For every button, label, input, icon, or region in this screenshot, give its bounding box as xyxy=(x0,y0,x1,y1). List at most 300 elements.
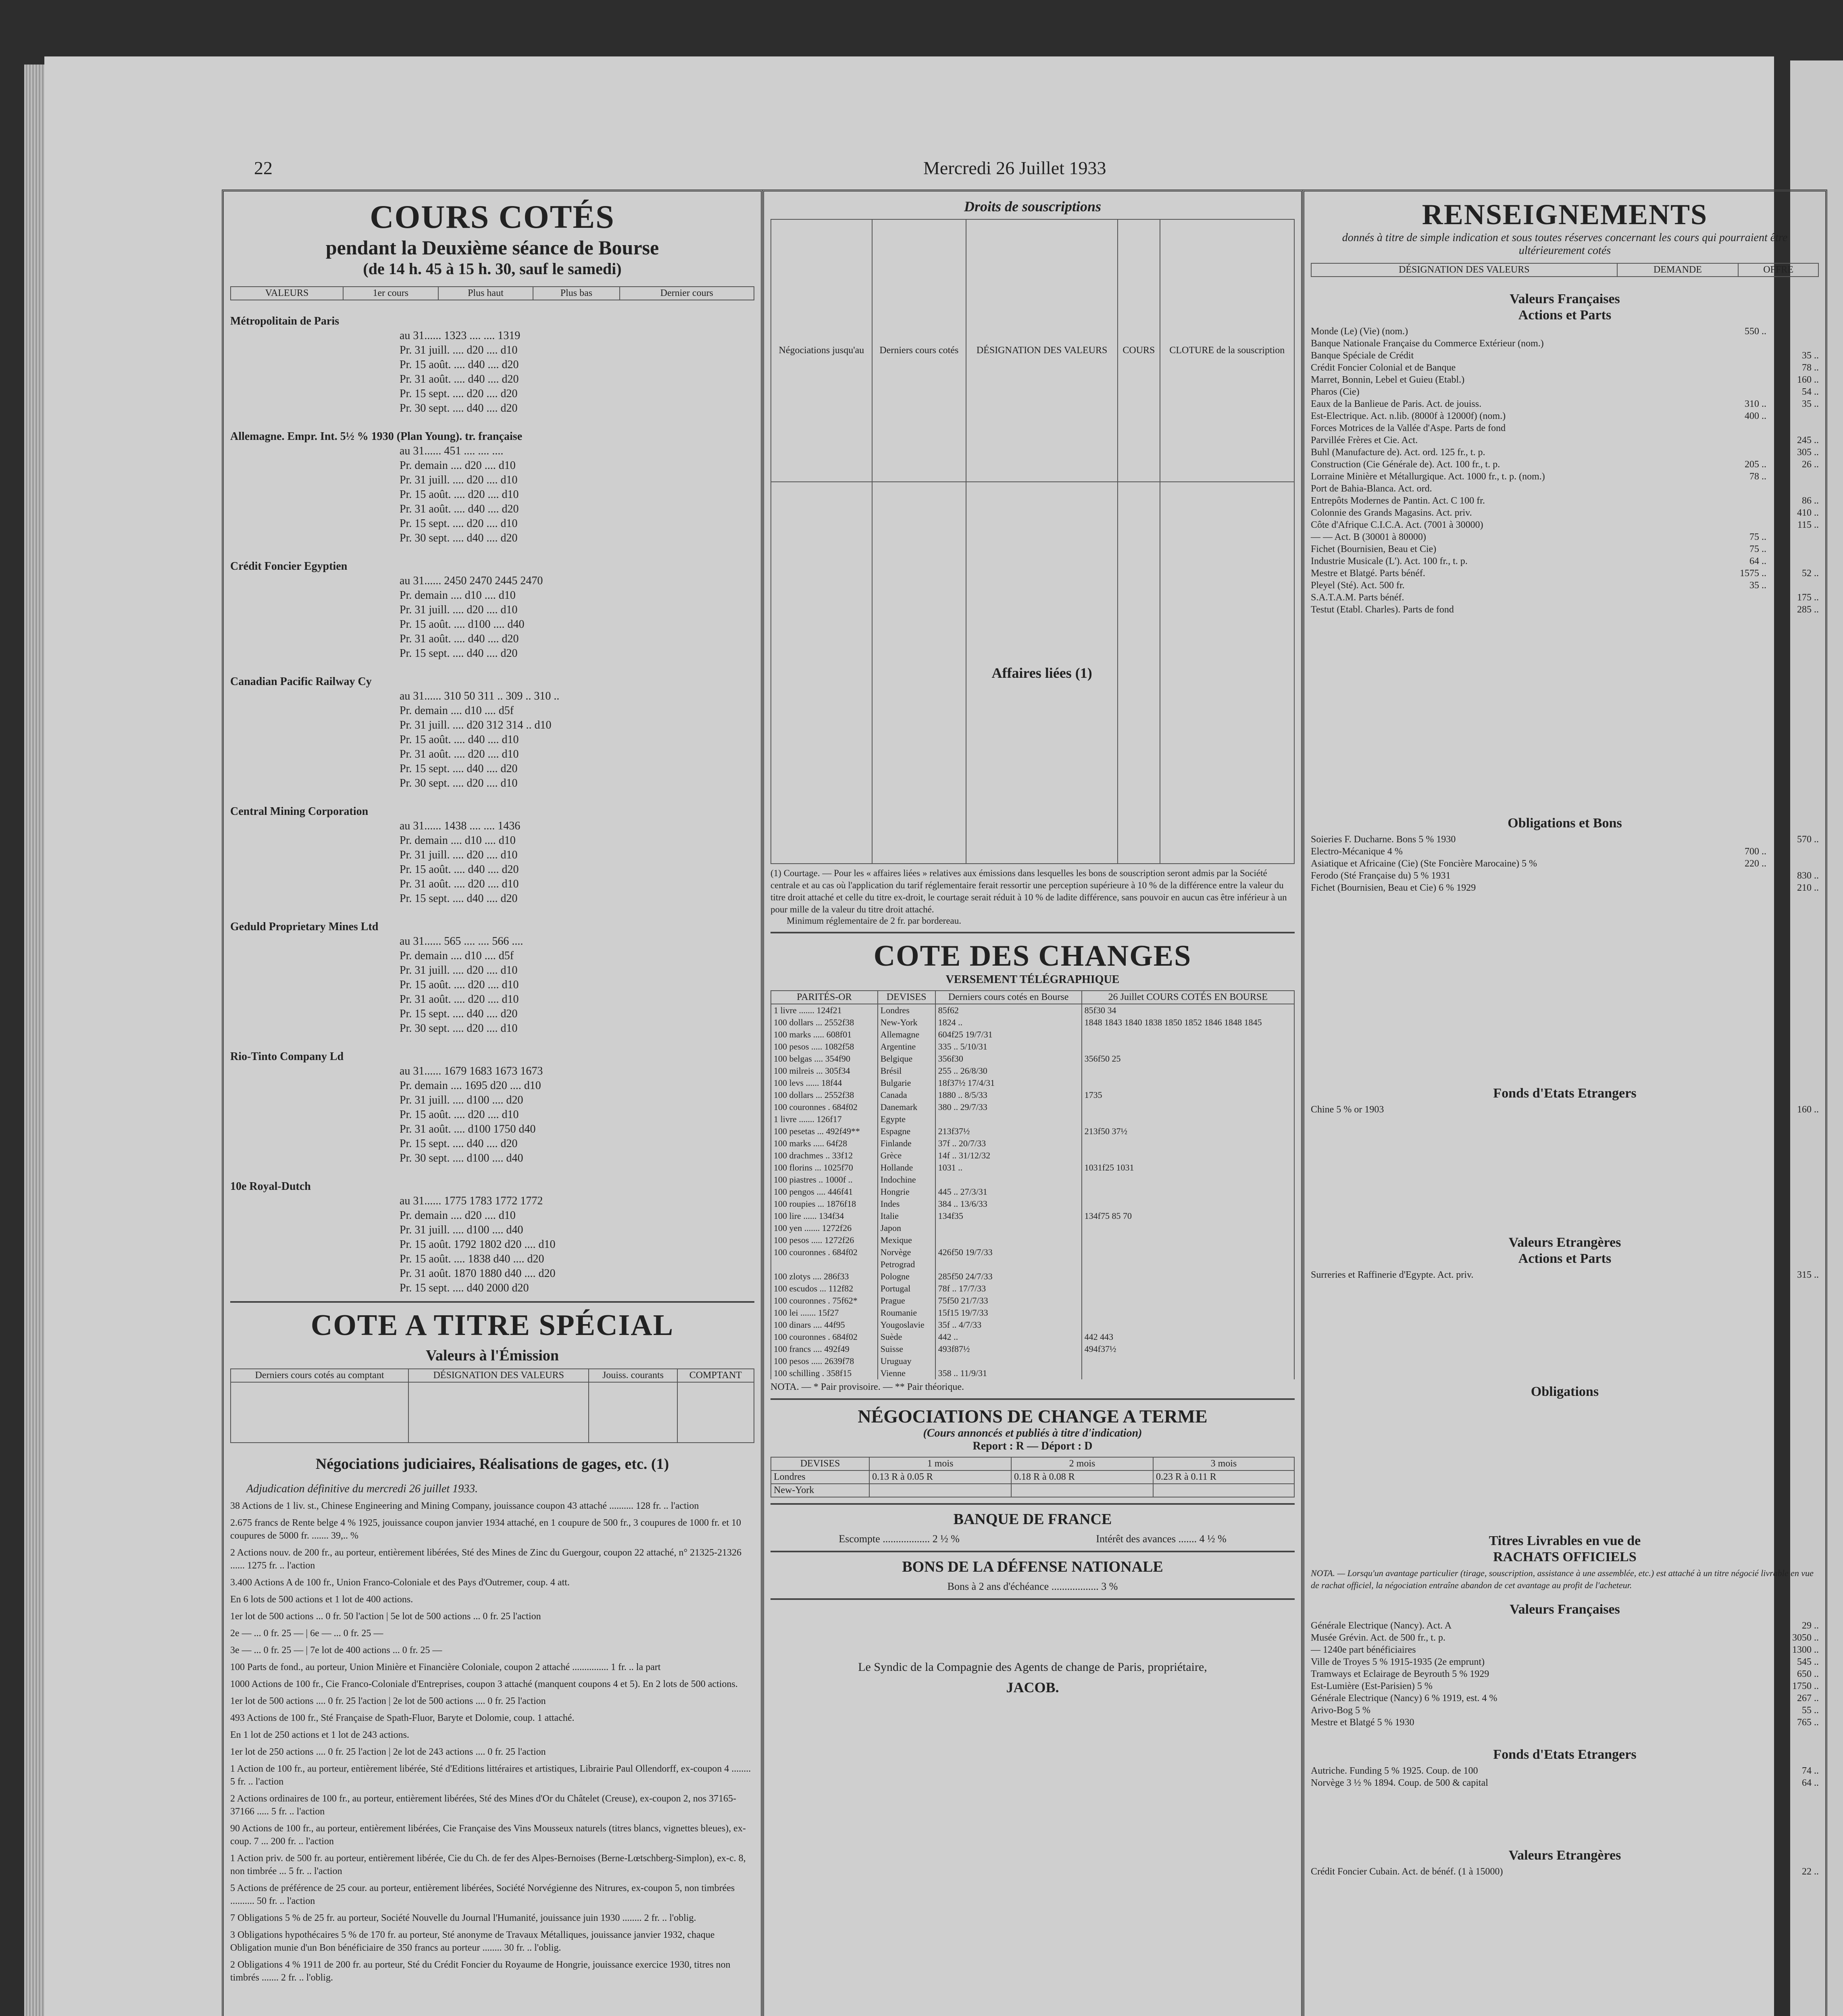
renseignement-row-cell xyxy=(1766,422,1819,434)
changes-cell: 100 roupies ... 1876f18 xyxy=(771,1198,878,1210)
changes-cell xyxy=(1082,1077,1294,1089)
changes-cell: 100 levs ...... 18f44 xyxy=(771,1077,878,1089)
terme-cell: 0.23 R à 0.11 R xyxy=(1153,1470,1294,1484)
negociation-line: 2 Actions ordinaires de 100 fr., au porteur, entièrement libérées, Sté des Mines d'Or du Châtelet (Creuse), ex-coupon 2, nos 37165-37166 ..... 5 fr. .. l'action xyxy=(230,1793,737,1817)
renseignement-row-cell xyxy=(1766,471,1819,483)
cours-row: au 31...... 1679 1683 1673 1673 xyxy=(400,1065,543,1077)
titre-special-sub: Valeurs à l'Émission xyxy=(425,1347,559,1364)
renseignement-row-cell: Colonnie des Grands Magasins. Act. priv. xyxy=(1311,508,1472,518)
changes-header: DEVISES xyxy=(878,991,935,1004)
cours-group-name: 10e Royal-Dutch xyxy=(230,1180,311,1193)
changes-cell: 100 couronnes . 75f62* xyxy=(771,1295,878,1307)
changes-cell: 100 escudos ... 112f82 xyxy=(771,1283,878,1295)
changes-cell: Norvège xyxy=(878,1246,935,1258)
changes-cell: 285f50 24/7/33 xyxy=(935,1270,1082,1283)
syndic-line: Le Syndic de la Compagnie des Agents de change de Paris, propriétaire, xyxy=(858,1660,1207,1674)
rachat-row xyxy=(1311,1668,1819,1680)
changes-cell xyxy=(771,1258,878,1270)
section-heading: Valeurs Françaises xyxy=(1510,292,1620,306)
cours-group-name: Crédit Foncier Egyptien xyxy=(230,560,348,573)
obligation-row-cell: 210 .. xyxy=(1797,883,1819,893)
cours-row: Pr. 15 sept. .... d40 .... d20 xyxy=(400,1137,518,1150)
renseignement-row-cell: Port de Bahia-Blanca. Act. ord. xyxy=(1311,483,1432,494)
changes-cell: 100 pengos .... 446f41 xyxy=(771,1186,878,1198)
changes-cell: Japon xyxy=(878,1222,935,1234)
renseignement-row-cell xyxy=(1766,410,1819,422)
rachat-row xyxy=(1311,1656,1819,1668)
changes-cell xyxy=(1082,1101,1294,1113)
changes-cell: 100 belgas .... 354f90 xyxy=(771,1053,878,1065)
changes-cell: Suède xyxy=(878,1331,935,1343)
rachat-row-cell: 267 .. xyxy=(1797,1693,1819,1704)
changes-cell: 35f .. 4/7/33 xyxy=(935,1319,1082,1331)
rachat-row xyxy=(1311,1680,1819,1692)
renseignement-row-cell: Forces Motrices de la Vallée d'Aspe. Parts de fond xyxy=(1311,423,1506,433)
changes-row xyxy=(771,1065,1294,1077)
cours-row: Pr. 31 août. .... d20 .... d10 xyxy=(400,748,519,760)
changes-cell: Pologne xyxy=(878,1270,935,1283)
cours-row: Pr. 15 sept. .... d40 2000 d20 xyxy=(400,1282,529,1294)
changes-cell: New-York xyxy=(878,1016,935,1029)
rachats-note: NOTA. — Lorsqu'un avantage particulier (tirage, souscription, assistance à une assemblée, etc.) est attaché à un titre négocié livrable en vue de rachat officiel, la négociation entraîne abandon de cet avantage au profit de l'acheteur. xyxy=(1311,1568,1814,1590)
cours-row: Pr. 31 juill. .... d20 .... d10 xyxy=(400,474,518,486)
renseignements-list xyxy=(1311,293,1819,1878)
titre-special-table xyxy=(230,1368,754,1443)
renseignement-row-cell: 115 .. xyxy=(1797,520,1819,530)
changes-cell: 100 dinars .... 44f95 xyxy=(771,1319,878,1331)
renseignement-row xyxy=(1311,325,1819,337)
negociation-line: 2 Obligations 4 % 1911 de 200 fr. au porteur, Sté du Crédit Foncier du Royaume de Hongrie, jouissance exercice 1930, titres non timbrés ....... 2 fr. .. l'oblig. xyxy=(230,1960,731,1983)
changes-cell: 100 couronnes . 684f02 xyxy=(771,1331,878,1343)
changes-cell: Espagne xyxy=(878,1125,935,1137)
renseignement-row-cell: Industrie Musicale (L'). Act. 100 fr., t. p. xyxy=(1311,556,1468,566)
fonds-row-cell xyxy=(1714,1104,1766,1116)
droits-table xyxy=(771,219,1295,864)
renseignement-row-cell: 310 .. xyxy=(1745,399,1766,409)
changes-cell: Mexique xyxy=(878,1234,935,1246)
changes-row xyxy=(771,1186,1294,1198)
renseignement-row-cell: Entrepôts Modernes de Pantin. Act. C 100 fr. xyxy=(1311,496,1485,506)
cours-row: Pr. 31 août. 1870 1880 d40 .... d20 xyxy=(400,1267,556,1280)
cours-row: Pr. demain .... d10 .... d10 xyxy=(400,589,516,602)
changes-header: 26 Juillet COURS COTÉS EN BOURSE xyxy=(1082,991,1294,1004)
negociation-line: 7 Obligations 5 % de 25 fr. au porteur, Société Nouvelle du Journal l'Humanité, jouissance juin 1930 ........ 2 fr. .. l'oblig. xyxy=(230,1913,696,1923)
changes-row xyxy=(771,1029,1294,1041)
section-heading: Valeurs Etrangères xyxy=(1508,1235,1621,1250)
section-heading: Valeurs Etrangères xyxy=(1508,1848,1621,1863)
renseignement-row-cell xyxy=(1714,434,1766,446)
terme-header: 2 mois xyxy=(1011,1457,1153,1470)
changes-cell: 78f .. 17/7/33 xyxy=(935,1283,1082,1295)
changes-cell xyxy=(935,1355,1082,1367)
terme-row xyxy=(771,1470,1294,1484)
renseignement-row xyxy=(1311,374,1819,386)
cours-row: Pr. demain .... d20 .... d10 xyxy=(400,459,516,472)
renseignement-row xyxy=(1311,483,1819,495)
rachat-fonds-row-cell: Autriche. Funding 5 % 1925. Coup. de 100 xyxy=(1311,1766,1478,1776)
section-heading: Actions et Parts xyxy=(1518,1251,1612,1266)
renseignement-row-cell: — — Act. B (30001 à 80000) xyxy=(1311,532,1426,542)
negociations-title: Négociations judiciaires, Réalisations de gages, etc. (1) xyxy=(315,1456,669,1472)
changes-cell: 445 .. 27/3/31 xyxy=(935,1186,1082,1198)
changes-row xyxy=(771,1367,1294,1379)
cours-row: Pr. 15 août. .... d20 .... d10 xyxy=(400,488,519,501)
changes-row xyxy=(771,1113,1294,1125)
section-heading: Valeurs Françaises xyxy=(1510,1602,1620,1617)
rachat-row-cell: Générale Electrique (Nancy) 6 % 1919, est. 4 % xyxy=(1311,1693,1497,1704)
changes-row xyxy=(771,1053,1294,1065)
changes-cell: Grèce xyxy=(878,1150,935,1162)
changes-cell: Portugal xyxy=(878,1283,935,1295)
negociation-line: 1er lot de 250 actions .... 0 fr. 25 l'action | 2e lot de 243 actions .... 0 fr. 25 l'action xyxy=(230,1747,546,1757)
renseignement-row xyxy=(1311,337,1819,350)
rachat-row-cell: — 1240e part bénéficiaires xyxy=(1311,1645,1416,1655)
rachat-row-cell: 650 .. xyxy=(1797,1669,1819,1679)
cours-row: Pr. 15 sept. .... d40 .... d20 xyxy=(400,1008,518,1020)
renseignements-header: OFFRE xyxy=(1738,263,1818,277)
cours-row: Pr. 15 sept. .... d40 .... d20 xyxy=(400,647,518,660)
obligation-row xyxy=(1311,858,1819,870)
obligation-row xyxy=(1311,846,1819,858)
changes-row xyxy=(771,1210,1294,1222)
changes-cell xyxy=(935,1113,1082,1125)
negociation-line: 1000 Actions de 100 fr., Cie Franco-Coloniale d'Entreprises, coupon 3 attaché (manquent coupons 4 et 5). En 2 lots de 500 actions. xyxy=(230,1679,738,1689)
renseignement-row-cell: 64 .. xyxy=(1749,556,1766,566)
changes-cell: 134f35 xyxy=(935,1210,1082,1222)
renseignement-row-cell xyxy=(1714,495,1766,507)
renseignement-row-cell: Construction (Cie Générale de). Act. 100 fr., t. p. xyxy=(1311,459,1500,470)
droits-header: COURS xyxy=(1118,219,1160,482)
renseignement-row-cell xyxy=(1766,555,1819,567)
terme-legend: Report : R — Déport : D xyxy=(973,1440,1093,1452)
cours-group-name: Central Mining Corporation xyxy=(230,805,369,818)
changes-cell xyxy=(1082,1113,1294,1125)
section-heading: Actions et Parts xyxy=(1518,308,1612,323)
negociation-line: 3.400 Actions A de 100 fr., Union Franco-Coloniale et des Pays d'Outremer, coup. 4 att. xyxy=(230,1577,570,1588)
terme-sub: (Cours annoncés et publiés à titre d'indication) xyxy=(923,1427,1142,1439)
cours-header: Plus bas xyxy=(533,287,619,300)
changes-cell: 493f87½ xyxy=(935,1343,1082,1355)
changes-cell: Bulgarie xyxy=(878,1077,935,1089)
renseignement-row-cell: Monde (Le) (Vie) (nom.) xyxy=(1311,326,1408,337)
cours-row: au 31...... 310 50 311 .. 309 .. 310 .. xyxy=(400,690,560,702)
obligation-row-cell: Asiatique et Africaine (Cie) (Ste Foncière Marocaine) 5 % xyxy=(1311,858,1537,869)
renseignement-row xyxy=(1311,567,1819,579)
renseignement-row-cell: Est-Electrique. Act. n.lib. (8000f à 12000f) (nom.) xyxy=(1311,411,1506,421)
cours-row: Pr. 31 juill. .... d100 .... d20 xyxy=(400,1094,523,1106)
fonds-row xyxy=(1311,1104,1819,1116)
changes-cell: 100 pesos ..... 1272f26 xyxy=(771,1234,878,1246)
changes-cell: Indochine xyxy=(878,1174,935,1186)
renseignement-row-cell xyxy=(1714,604,1766,616)
changes-cell xyxy=(1082,1137,1294,1150)
changes-cell xyxy=(1082,1174,1294,1186)
cours-row: Pr. 31 juill. .... d20 .... d10 xyxy=(400,849,518,861)
fonds-row-cell: 160 .. xyxy=(1797,1104,1819,1115)
renseignement-row-cell xyxy=(1766,483,1819,495)
renseignement-row-cell xyxy=(1714,337,1766,350)
terme-cell: Londres xyxy=(771,1470,869,1484)
changes-cell: 100 pesos ..... 1082f58 xyxy=(771,1041,878,1053)
changes-cell: 134f75 85 70 xyxy=(1082,1210,1294,1222)
changes-cell: Indes xyxy=(878,1198,935,1210)
obligation-row-cell: Ferodo (Sté Française du) 5 % 1931 xyxy=(1311,871,1451,881)
changes-row xyxy=(771,1307,1294,1319)
renseignement-row-cell xyxy=(1766,337,1819,350)
rachat-row xyxy=(1311,1716,1819,1729)
negociation-line: 1er lot de 500 actions ... 0 fr. 50 l'action | 5e lot de 500 actions ... 0 fr. 25 l'action xyxy=(230,1611,541,1622)
terme-cell: 0.13 R à 0.05 R xyxy=(869,1470,1011,1484)
negociation-line: 493 Actions de 100 fr., Sté Française de Spath-Fluor, Baryte et Dolomie, coup. 1 attaché. xyxy=(230,1713,575,1723)
cours-header: 1er cours xyxy=(343,287,438,300)
droits-header: Négociations jusqu'au xyxy=(771,219,872,482)
changes-cell: 358 .. 11/9/31 xyxy=(935,1367,1082,1379)
cours-row: Pr. 15 août. .... d20 .... d10 xyxy=(400,1108,519,1121)
obligation-row-cell: 700 .. xyxy=(1745,846,1766,857)
changes-row xyxy=(771,1234,1294,1246)
changes-cell: 75f50 21/7/33 xyxy=(935,1295,1082,1307)
cours-row: Pr. demain .... 1695 d20 .... d10 xyxy=(400,1079,541,1092)
cours-row: Pr. 30 sept. .... d40 .... d20 xyxy=(400,532,518,544)
changes-cell: 1 livre ....... 124f21 xyxy=(771,1004,878,1016)
changes-cell: Yougoslavie xyxy=(878,1319,935,1331)
changes-cell: Uruguay xyxy=(878,1355,935,1367)
changes-row xyxy=(771,1174,1294,1186)
renseignement-row-cell: Mestre et Blatgé. Parts bénéf. xyxy=(1311,568,1425,579)
droits-header: Derniers cours cotés xyxy=(872,219,966,482)
changes-cell: 85f30 34 xyxy=(1082,1004,1294,1016)
renseignement-row-cell: 285 .. xyxy=(1797,604,1819,615)
renseignement-row-cell xyxy=(1714,483,1766,495)
negociation-line: 1 Action de 100 fr., au porteur, entièrement libérée, Sté d'Editions littéraires et artistiques, Librairie Paul Ollendorff, ex-coupon 4 ........ 5 fr. .. l'action xyxy=(230,1764,751,1787)
changes-row xyxy=(771,1319,1294,1331)
bons-line: Bons à 2 ans d'échéance .................. 3 % xyxy=(947,1581,1118,1592)
renseignement-row-cell: 78 .. xyxy=(1802,362,1819,373)
renseignement-row-cell: 175 .. xyxy=(1797,592,1819,603)
negociation-line: 3e — ... 0 fr. 25 — | 7e lot de 400 actions ... 0 fr. 25 — xyxy=(230,1645,442,1656)
cours-row: Pr. 31 août. .... d40 .... d20 xyxy=(400,373,519,385)
cours-row: au 31...... 2450 2470 2445 2470 xyxy=(400,575,543,587)
changes-row xyxy=(771,1295,1294,1307)
changes-cell: 494f37½ xyxy=(1082,1343,1294,1355)
negociation-line: 90 Actions de 100 fr., au porteur, entièrement libérées, Cie Française des Vins Mousseux naturels (titres blancs, vignettes bleues), ex-coup. 7 ... 200 fr. .. l'action xyxy=(230,1823,746,1847)
changes-cell xyxy=(1082,1367,1294,1379)
changes-cell: 100 marks ..... 64f28 xyxy=(771,1137,878,1150)
rachat-row-cell: Musée Grévin. Act. de 500 fr., t. p. xyxy=(1311,1633,1445,1643)
changes-cell: 335 .. 5/10/31 xyxy=(935,1041,1082,1053)
section-heading: Fonds d'Etats Etrangers xyxy=(1493,1086,1637,1101)
page-number: 22 xyxy=(254,158,273,178)
renseignements-header: DÉSIGNATION DES VALEURS xyxy=(1311,263,1617,277)
changes-cell xyxy=(1082,1258,1294,1270)
section-heading: Fonds d'Etats Etrangers xyxy=(1493,1747,1637,1762)
obligation-row-cell xyxy=(1714,882,1766,894)
renseignement-row-cell: 26 .. xyxy=(1802,459,1819,470)
renseignement-row-cell: Pleyel (Sté). Act. 500 fr. xyxy=(1311,580,1405,591)
negociation-line: 38 Actions de 1 liv. st., Chinese Engineering and Mining Company, jouissance coupon 43 attaché .......... 128 fr. .. l'action xyxy=(230,1501,699,1511)
syndic-name: JACOB. xyxy=(1006,1679,1059,1695)
etrangere-row-cell xyxy=(1714,1269,1766,1281)
renseignement-row-cell: 35 .. xyxy=(1802,350,1819,361)
cours-row: Pr. 31 août. .... d100 1750 d40 xyxy=(400,1123,536,1135)
terme-cell xyxy=(1011,1484,1153,1497)
cours-row: Pr. 31 août. .... d20 .... d10 xyxy=(400,993,519,1006)
changes-cell xyxy=(935,1174,1082,1186)
changes-cell: Petrograd xyxy=(878,1258,935,1270)
rachat-row xyxy=(1311,1704,1819,1716)
renseignement-row-cell xyxy=(1766,325,1819,337)
droits-minimum: Minimum réglementaire de 2 fr. par bordereau. xyxy=(787,916,962,926)
changes-cell: 100 florins ... 1025f70 xyxy=(771,1162,878,1174)
renseignements-header: DEMANDE xyxy=(1617,263,1738,277)
changes-cell: Danemark xyxy=(878,1101,935,1113)
renseignement-row xyxy=(1311,555,1819,567)
cours-row: Pr. demain .... d10 .... d10 xyxy=(400,834,516,847)
affaires-liees: Affaires liées (1) xyxy=(991,664,1092,681)
renseignement-row xyxy=(1311,422,1819,434)
changes-cell: Italie xyxy=(878,1210,935,1222)
rachat-fonds-row-cell: 64 .. xyxy=(1802,1778,1819,1788)
changes-row xyxy=(771,1331,1294,1343)
changes-cell: 384 .. 13/6/33 xyxy=(935,1198,1082,1210)
cours-row: Pr. demain .... d10 .... d5f xyxy=(400,704,514,717)
terme-table xyxy=(771,1457,1295,1497)
obligation-row-cell xyxy=(1766,858,1819,870)
changes-row xyxy=(771,1162,1294,1174)
section-heading: Titres Livrables en vue de xyxy=(1489,1533,1641,1548)
cours-row: Pr. 31 août. .... d40 .... d20 xyxy=(400,633,519,645)
cours-row: au 31...... 1438 .... .... 1436 xyxy=(400,820,521,832)
changes-cell: 356f50 25 xyxy=(1082,1053,1294,1065)
changes-cell xyxy=(1082,1029,1294,1041)
changes-cell: Allemagne xyxy=(878,1029,935,1041)
cours-table-header xyxy=(230,286,754,300)
renseignement-row-cell: S.A.T.A.M. Parts bénéf. xyxy=(1311,592,1404,603)
negociation-line: 1 Action priv. de 500 fr. au porteur, entièrement libérée, Cie du Ch. de fer des Alpes-Bernoises (Berne-Lœtschberg-Simplon), ex-c. 8, non timbrée ... 5 fr. .. l'action xyxy=(230,1853,746,1876)
changes-cell: Prague xyxy=(878,1295,935,1307)
changes-cell xyxy=(1082,1355,1294,1367)
titre-special-header: Jouiss. courants xyxy=(589,1369,677,1382)
changes-row xyxy=(771,1222,1294,1234)
changes-header: Derniers cours cotés en Bourse xyxy=(935,991,1082,1004)
negociation-line: 1er lot de 500 actions .... 0 fr. 25 l'action | 2e lot de 500 actions .... 0 fr. 25 l'action xyxy=(230,1696,546,1706)
renseignement-row xyxy=(1311,350,1819,362)
section-heading: RACHATS OFFICIELS xyxy=(1493,1549,1637,1564)
changes-row xyxy=(771,1089,1294,1101)
changes-row xyxy=(771,1198,1294,1210)
droits-header: DÉSIGNATION DES VALEURS xyxy=(966,219,1118,482)
renseignement-row xyxy=(1311,507,1819,519)
changes-cell: 1848 1843 1840 1838 1850 1852 1846 1848 1845 xyxy=(1082,1016,1294,1029)
renseignement-row xyxy=(1311,531,1819,543)
changes-row xyxy=(771,1355,1294,1367)
cours-row: Pr. 30 sept. .... d100 .... d40 xyxy=(400,1152,523,1164)
renseignement-row-cell: 52 .. xyxy=(1802,568,1819,579)
changes-cell: Roumanie xyxy=(878,1307,935,1319)
changes-cell: Brésil xyxy=(878,1065,935,1077)
cours-row: Pr. 15 sept. .... d40 .... d20 xyxy=(400,892,518,905)
renseignement-row-cell: 86 .. xyxy=(1802,496,1819,506)
newspaper-page xyxy=(44,56,1819,2016)
obligation-row-cell: 220 .. xyxy=(1745,858,1766,869)
renseignement-row-cell: Marret, Bonnin, Lebel et Guieu (Etabl.) xyxy=(1311,375,1465,385)
changes-cell: 604f25 19/7/31 xyxy=(935,1029,1082,1041)
renseignement-row-cell xyxy=(1714,591,1766,604)
cours-header: VALEURS xyxy=(231,287,343,300)
changes-cell: 426f50 19/7/33 xyxy=(935,1246,1082,1258)
renseignement-row-cell xyxy=(1714,519,1766,531)
obligation-row xyxy=(1311,870,1819,882)
cours-row: Pr. 31 juill. .... d100 .... d40 xyxy=(400,1224,523,1236)
cours-row: Pr. 15 août. .... d100 .... d40 xyxy=(400,618,525,631)
changes-cell xyxy=(1082,1319,1294,1331)
renseignements-title: RENSEIGNEMENTS xyxy=(1422,198,1708,231)
terme-row xyxy=(771,1484,1294,1497)
cours-row: Pr. 15 sept. .... d20 .... d20 xyxy=(400,387,518,400)
changes-cell xyxy=(935,1258,1082,1270)
obligation-row-cell: Soieries F. Ducharne. Bons 5 % 1930 xyxy=(1311,834,1456,845)
titre-special-header: COMPTANT xyxy=(677,1369,754,1382)
renseignement-row xyxy=(1311,579,1819,591)
rachat-etrangere-row-cell: 22 .. xyxy=(1802,1866,1819,1877)
rachat-fonds-row-cell: Norvège 3 ½ % 1894. Coup. de 500 & capital xyxy=(1311,1778,1488,1788)
renseignement-row-cell: 54 .. xyxy=(1802,387,1819,397)
rachat-row-cell: 1300 .. xyxy=(1792,1645,1819,1655)
changes-cell: 100 lire ...... 134f34 xyxy=(771,1210,878,1222)
cours-row: au 31...... 565 .... .... 566 .... xyxy=(400,935,523,948)
renseignement-row-cell: 75 .. xyxy=(1749,532,1766,542)
cours-row: Pr. 31 août. .... d20 .... d10 xyxy=(400,878,519,890)
cours-title: COURS COTÉS xyxy=(370,198,615,235)
cours-row: Pr. 15 août. .... d40 .... d20 xyxy=(400,863,519,876)
changes-row xyxy=(771,1270,1294,1283)
cours-row: Pr. 31 août. .... d40 .... d20 xyxy=(400,503,519,515)
changes-cell xyxy=(1082,1186,1294,1198)
renseignement-row-cell xyxy=(1714,422,1766,434)
changes-cell xyxy=(1082,1283,1294,1295)
renseignement-row-cell: 400 .. xyxy=(1745,411,1766,421)
changes-cell: 213f37½ xyxy=(935,1125,1082,1137)
changes-row xyxy=(771,1258,1294,1270)
rachat-row-cell: Tramways et Eclairage de Beyrouth 5 % 1929 xyxy=(1311,1669,1489,1679)
renseignements-header xyxy=(1311,263,1819,277)
cours-group-name: Rio-Tinto Company Ld xyxy=(230,1050,344,1063)
renseignement-row xyxy=(1311,434,1819,446)
obligation-row xyxy=(1311,833,1819,846)
cours-row: Pr. 31 juill. .... d20 .... d10 xyxy=(400,964,518,977)
cours-hours: (de 14 h. 45 à 15 h. 30, sauf le samedi) xyxy=(363,260,622,278)
rachat-fonds-row-cell: 74 .. xyxy=(1802,1766,1819,1776)
renseignement-row xyxy=(1311,410,1819,422)
renseignement-row-cell: 35 .. xyxy=(1802,399,1819,409)
terme-title: NÉGOCIATIONS DE CHANGE A TERME xyxy=(858,1406,1208,1427)
changes-row xyxy=(771,1041,1294,1053)
titre-special-title: COTE A TITRE SPÉCIAL xyxy=(310,1309,674,1342)
changes-cell: 100 pesos ..... 2639f78 xyxy=(771,1355,878,1367)
terme-cell: 0.18 R à 0.08 R xyxy=(1011,1470,1153,1484)
changes-cell xyxy=(935,1234,1082,1246)
renseignement-row xyxy=(1311,519,1819,531)
cours-row: Pr. 30 sept. .... d20 .... d10 xyxy=(400,777,518,789)
titre-special-header: Derniers cours cotés au comptant xyxy=(231,1369,408,1382)
changes-cell: 255 .. 26/8/30 xyxy=(935,1065,1082,1077)
renseignement-row-cell: 75 .. xyxy=(1749,544,1766,554)
changes-row xyxy=(771,1077,1294,1089)
changes-cell xyxy=(1082,1234,1294,1246)
terme-header: DEVISES xyxy=(771,1457,869,1470)
changes-cell: 380 .. 29/7/33 xyxy=(935,1101,1082,1113)
changes-row xyxy=(771,1101,1294,1113)
